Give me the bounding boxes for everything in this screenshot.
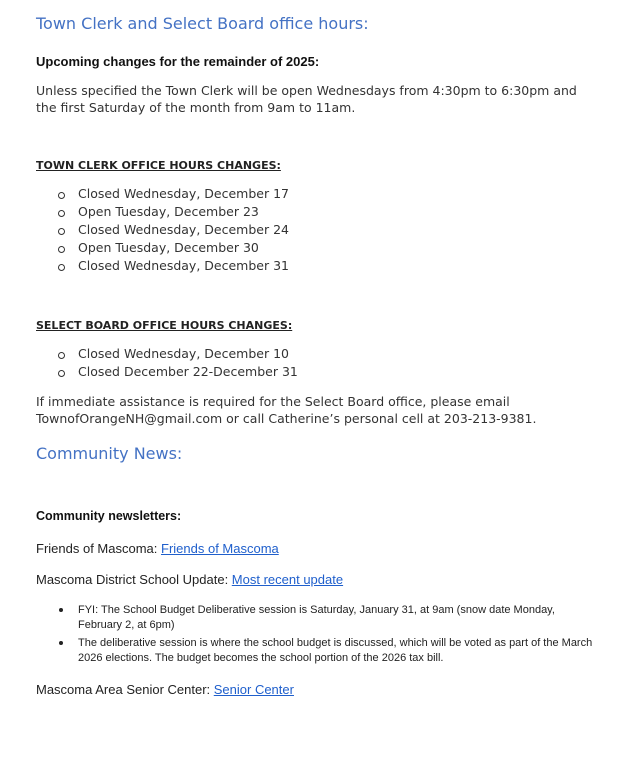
list-item: Open Tuesday, December 23 bbox=[56, 203, 289, 221]
list-item: Closed Wednesday, December 17 bbox=[56, 185, 289, 203]
senior-center-link[interactable]: Senior Center bbox=[213, 682, 294, 697]
most-recent-update-link[interactable]: Most recent update bbox=[231, 572, 344, 587]
office-hours-heading: Town Clerk and Select Board office hours: bbox=[36, 14, 369, 33]
list-item: Closed Wednesday, December 24 bbox=[56, 221, 289, 239]
select-board-list bbox=[56, 345, 298, 381]
community-news-heading: Community News: bbox=[36, 444, 183, 463]
upcoming-changes-subheading: Upcoming changes for the remainder of 2025: bbox=[36, 54, 320, 69]
list-item: The deliberative session is where the school budget is discussed, which will be voted as part of the March 2026 elections. The budget becomes the school portion of the 2026 tax bill. bbox=[56, 636, 596, 666]
school-bullets bbox=[56, 603, 596, 669]
assistance-paragraph: If immediate assistance is required for the Select Board office, please email TownofOrangeNH@gmail.com or call Catherine’s personal cell at 203-213-9381. bbox=[36, 394, 537, 426]
town-clerk-heading: TOWN CLERK OFFICE HOURS CHANGES: bbox=[36, 159, 281, 172]
friends-line bbox=[36, 541, 279, 556]
list-item: Open Tuesday, December 30 bbox=[56, 239, 289, 257]
friends-prefix: Friends of Mascoma: bbox=[36, 541, 161, 556]
list-item: Closed Wednesday, December 10 bbox=[56, 345, 298, 363]
friends-of-mascoma-link[interactable]: Friends of Mascoma bbox=[161, 541, 279, 556]
senior-prefix: Mascoma Area Senior Center: bbox=[36, 682, 214, 697]
select-board-heading: SELECT BOARD OFFICE HOURS CHANGES: bbox=[36, 319, 293, 332]
list-item: FYI: The School Budget Deliberative session is Saturday, January 31, at 9am (snow date Monday, February 2, at 6pm) bbox=[56, 603, 596, 633]
town-clerk-list bbox=[56, 185, 289, 275]
school-prefix: Mascoma District School Update: bbox=[36, 572, 232, 587]
intro-paragraph: Unless specified the Town Clerk will be open Wednesdays from 4:30pm to 6:30pm and the first Saturday of the month from 9am to 11am. bbox=[36, 83, 577, 115]
newsletters-label: Community newsletters: bbox=[36, 509, 182, 523]
senior-center-line bbox=[36, 682, 294, 697]
list-item: Closed December 22-December 31 bbox=[56, 363, 298, 381]
list-item: Closed Wednesday, December 31 bbox=[56, 257, 289, 275]
school-update-line bbox=[36, 572, 343, 587]
